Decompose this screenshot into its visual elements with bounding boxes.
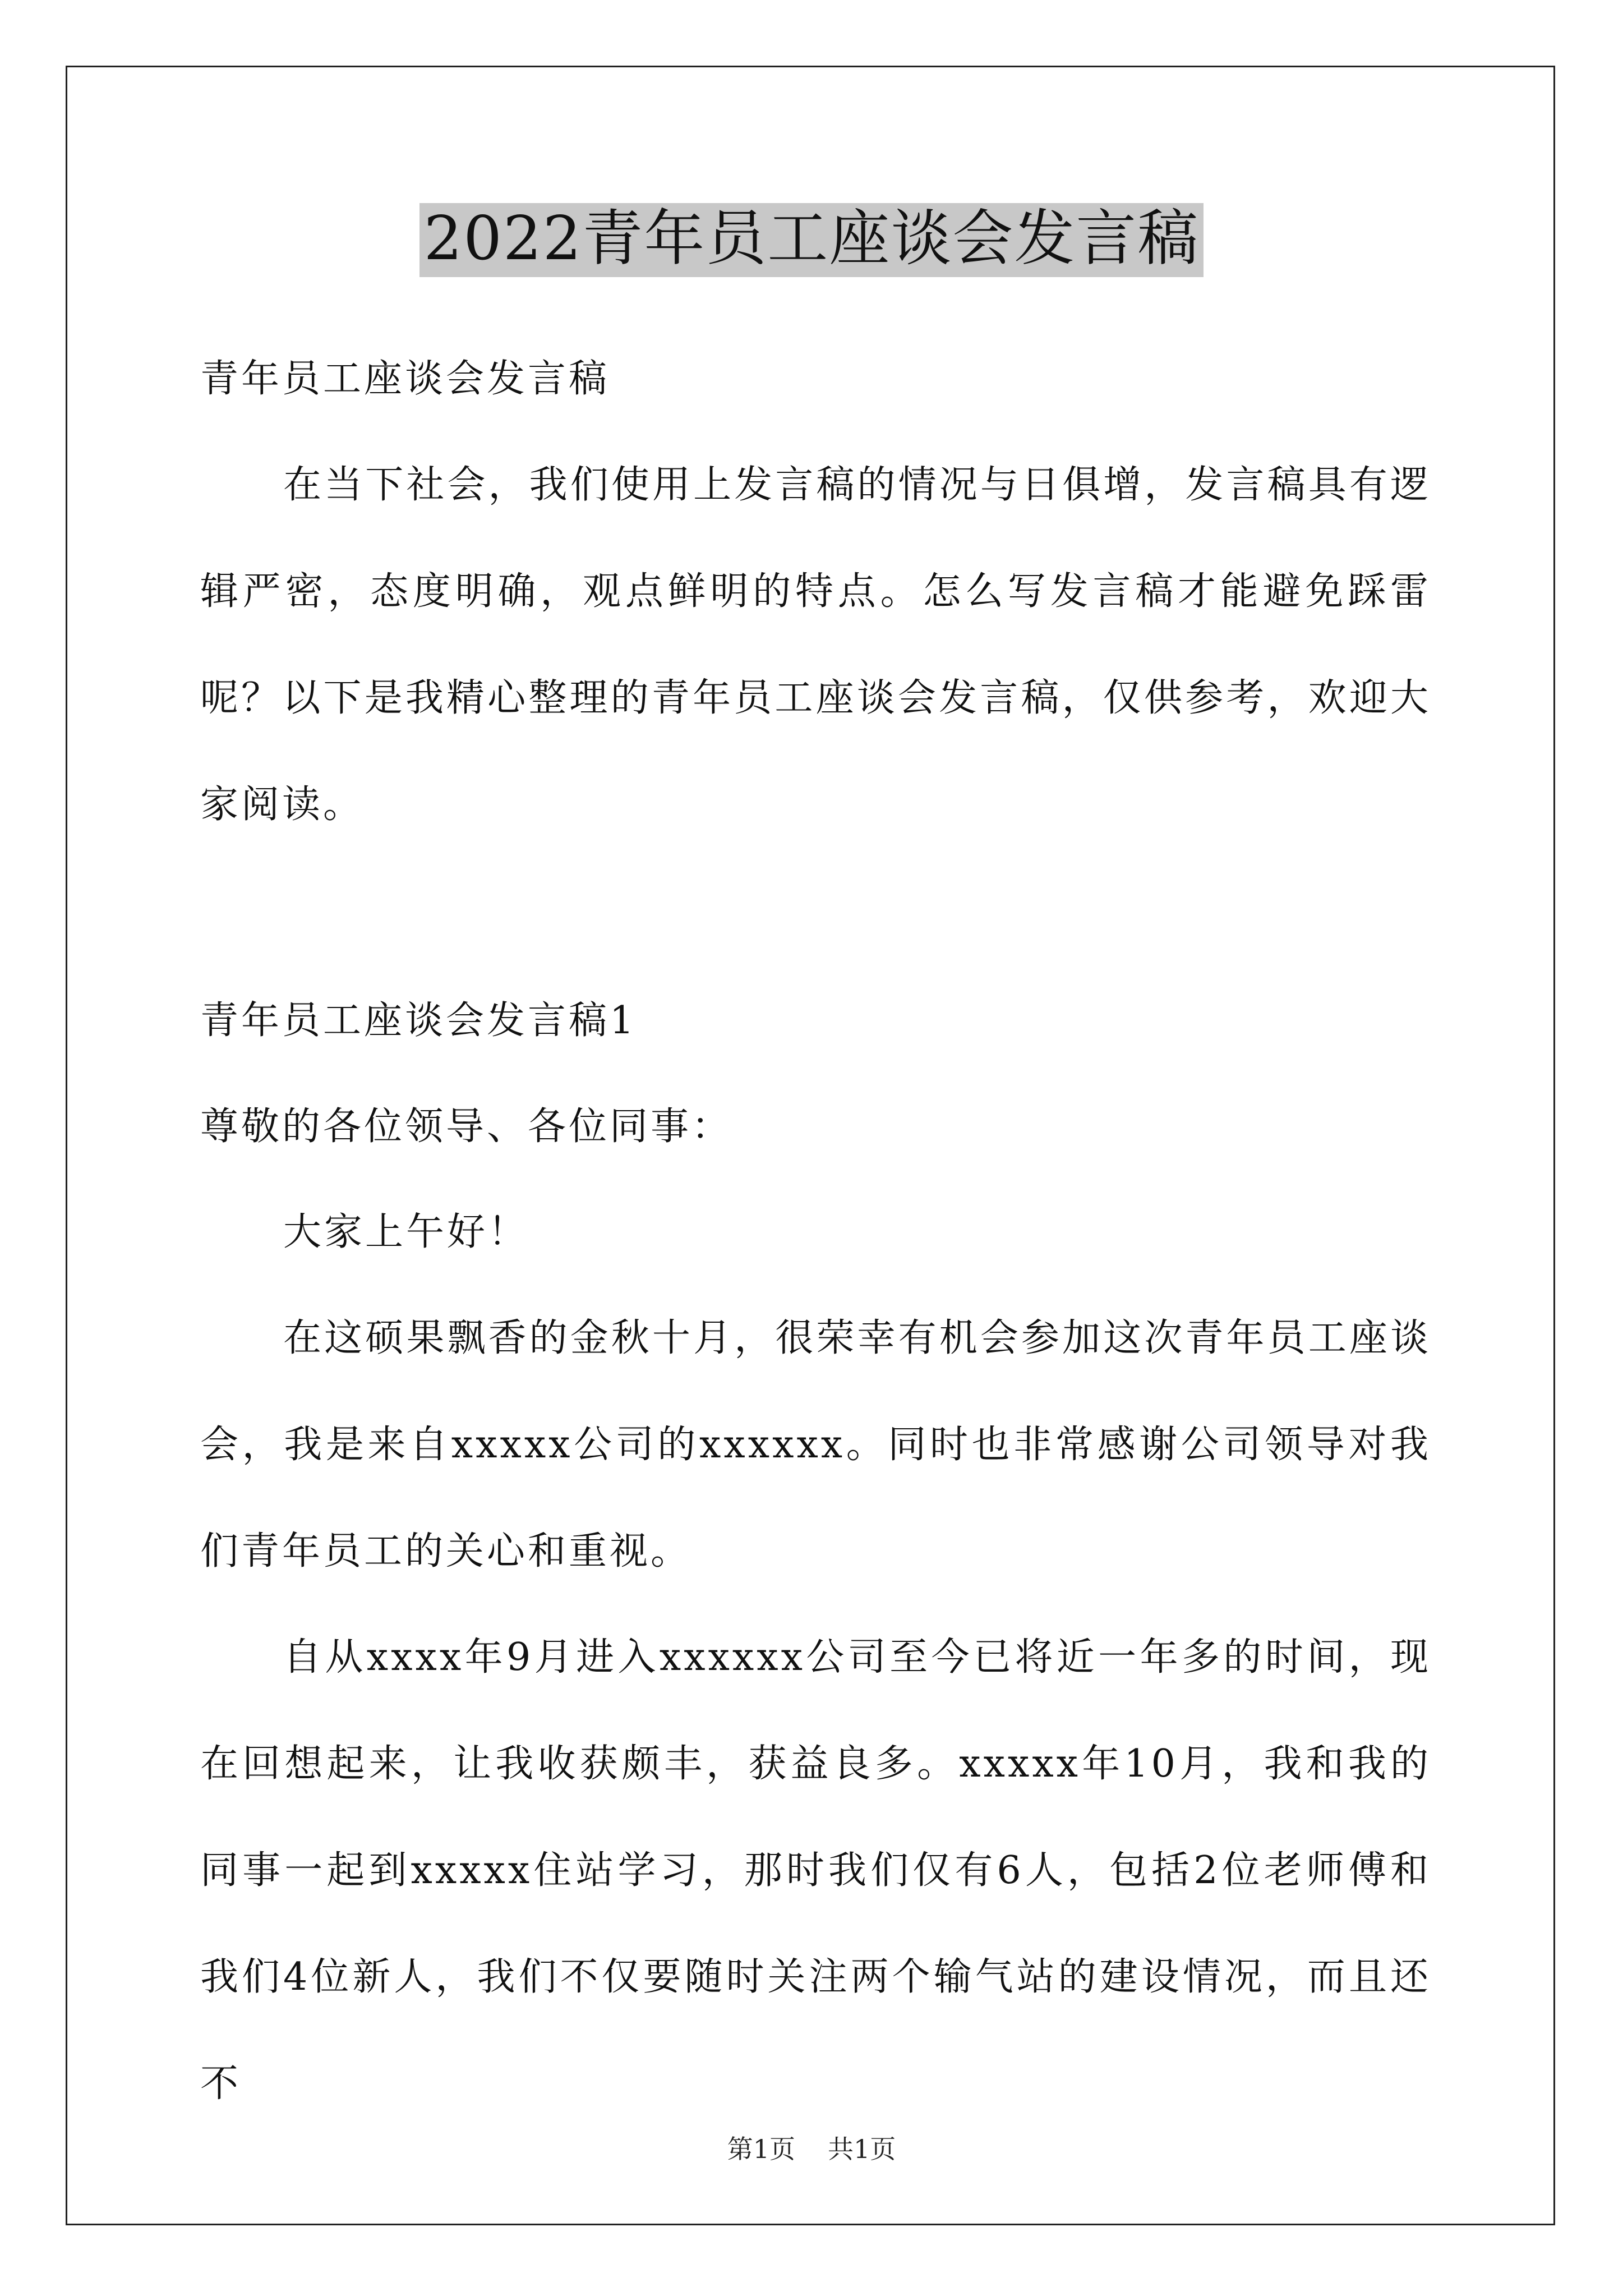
page-footer bbox=[0, 2136, 1623, 2162]
salutation: 尊敬的各位领导、各位同事： bbox=[200, 1105, 733, 1149]
intro-paragraph: 在当下社会，我们使用上发言稿的情况与日俱增，发言稿具有逻辑严密，态度明确，观点鲜明的特点。怎么写发言稿才能避免踩雷呢？以下是我精心整理的青年员工座谈会发言稿，仅供参考，欢迎大家阅读。 bbox=[200, 463, 1431, 827]
body-paragraph-1: 在这硕果飘香的金秋十月，很荣幸有机会参加这次青年员工座谈会，我是来自xxxxx公司的xxxxxx。同时也非常感谢公司领导对我们青年员工的关心和重视。 bbox=[200, 1316, 1431, 1573]
document-title bbox=[0, 203, 1623, 277]
section-heading: 青年员工座谈会发言稿1 bbox=[200, 999, 637, 1043]
page-total: 共1页 bbox=[828, 2134, 896, 2164]
document-title-text: 2022青年员工座谈会发言稿 bbox=[419, 203, 1204, 277]
body-paragraph-2: 自从xxxx年9月进入xxxxxx公司至今已将近一年多的时间，现在回想起来，让我收获颇丰，获益良多。xxxxx年10月，我和我的同事一起到xxxxx住站学习，那时我们仅有6人，包括2位老师傅和我们4位新人，我们不仅要随时关注两个输气站的建设情况，而且还不 bbox=[200, 1635, 1431, 2106]
greeting: 大家上午好！ bbox=[283, 1210, 529, 1254]
document-subtitle: 青年员工座谈会发言稿 bbox=[200, 357, 610, 401]
page-number: 第1页 bbox=[727, 2134, 795, 2164]
